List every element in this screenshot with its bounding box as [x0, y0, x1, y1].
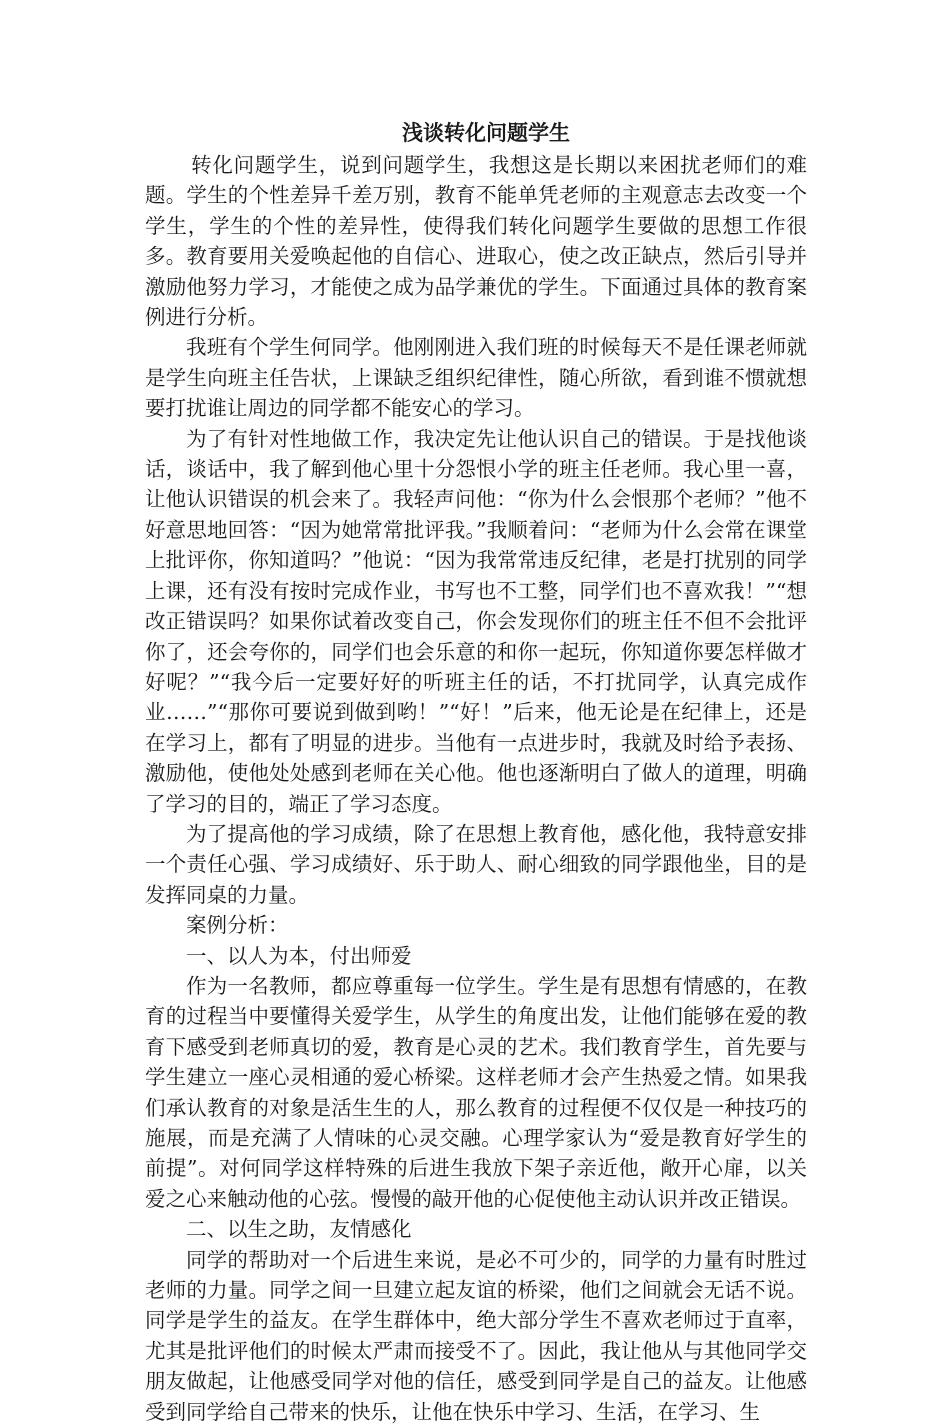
heading-section-1: 一、以人为本，付出师爱 — [186, 943, 412, 968]
paragraph-case-student: 我班有个学生何同学。他刚刚进入我们班的时候每天不是任课老师就是学生向班主任告状，上课缺乏组织纪律性，随心所欲，看到谁不惯就想要打扰谁让周边的同学都不能安心的学习。 — [145, 335, 807, 421]
heading-section-2: 二、以生之助，友情感化 — [186, 1217, 412, 1242]
heading-case-analysis: 案例分析： — [186, 913, 289, 938]
document-page — [145, 118, 807, 1427]
paragraph-section-2: 同学的帮助对一个后进生来说，是必不可少的，同学的力量有时胜过老师的力量。同学之间一旦建立起友谊的桥梁，他们之间就会无话不说。同学是学生的益友。在学生群体中，绝大部分学生不喜欢老师过于直率，尤其是批评他们的时候太严肃而接受不了。因此，我让他从与其他同学交朋友做起，让他感受同学对他的信任，感受到同学是自己的益友。让他感受到同学给自己带来的快乐，让他在快乐中学习、生活，在学习、生 — [145, 1247, 807, 1424]
paragraph-section-1: 作为一名教师，都应尊重每一位学生。学生是有思想有情感的，在教育的过程当中要懂得关爱学生，从学生的角度出发，让他们能够在爱的教育下感受到老师真切的爱，教育是心灵的艺术。我们教育学生，首先要与学生建立一座心灵相通的爱心桥梁。这样老师才会产生热爱之情。如果我们承认教育的对象是活生生的人，那么教育的过程便不仅仅是一种技巧的施展，而是充满了人情味的心灵交融。心理学家认为“爱是教育好学生的前提”。对何同学这样特殊的后进生我放下架子亲近他，敞开心扉，以关爱之心来触动他的心弦。慢慢的敲开他的心促使他主动认识并改正错误。 — [145, 973, 807, 1211]
document-title: 浅谈转化问题学生 — [402, 120, 570, 145]
paragraph-conversation: 为了有针对性地做工作，我决定先让他认识自己的错误。于是找他谈话，谈话中，我了解到他心里十分怨恨小学的班主任老师。我心里一喜，让他认识错误的机会来了。我轻声问他：“你为什么会恨那个老师？”他不好意思地回答：“因为她常常批评我。”我顺着问：“老师为什么会常在课堂上批评你，你知道吗？”他说：“因为我常常违反纪律，老是打扰别的同学上课，还有没有按时完成作业，书写也不工整，同学们也不喜欢我！”“想改正错误吗？如果你试着改变自己，你会发现你们的班主任不但不会批评你了，还会夸你的，同学们也会乐意的和你一起玩，你知道你要怎样做才好呢？”“我今后一定要好好的听班主任的话，不打扰同学，认真完成作业……”“那你可要说到做到哟！”“好！”后来，他无论是在纪律上，还是在学习上，都有了明显的进步。当他有一点进步时，我就及时给予表扬、激励他，使他处处感到老师在关心他。他也逐渐明白了做人的道理，明确了学习的目的，端正了学习态度。 — [145, 426, 807, 816]
paragraph-intro: 转化问题学生，说到问题学生，我想这是长期以来困扰老师们的难题。学生的个性差异千差万别，教育不能单凭老师的主观意志去改变一个学生，学生的个性的差异性，使得我们转化问题学生要做的思想工作很多。教育要用关爱唤起他的自信心、进取心，使之改正缺点，然后引导并激励他努力学习，才能使之成为品学兼优的学生。下面通过具体的教育案例进行分析。 — [145, 153, 807, 330]
paragraph-deskmate: 为了提高他的学习成绩，除了在思想上教育他，感化他，我特意安排一个责任心强、学习成绩好、乐于助人、耐心细致的同学跟他坐，目的是发挥同桌的力量。 — [145, 821, 807, 907]
